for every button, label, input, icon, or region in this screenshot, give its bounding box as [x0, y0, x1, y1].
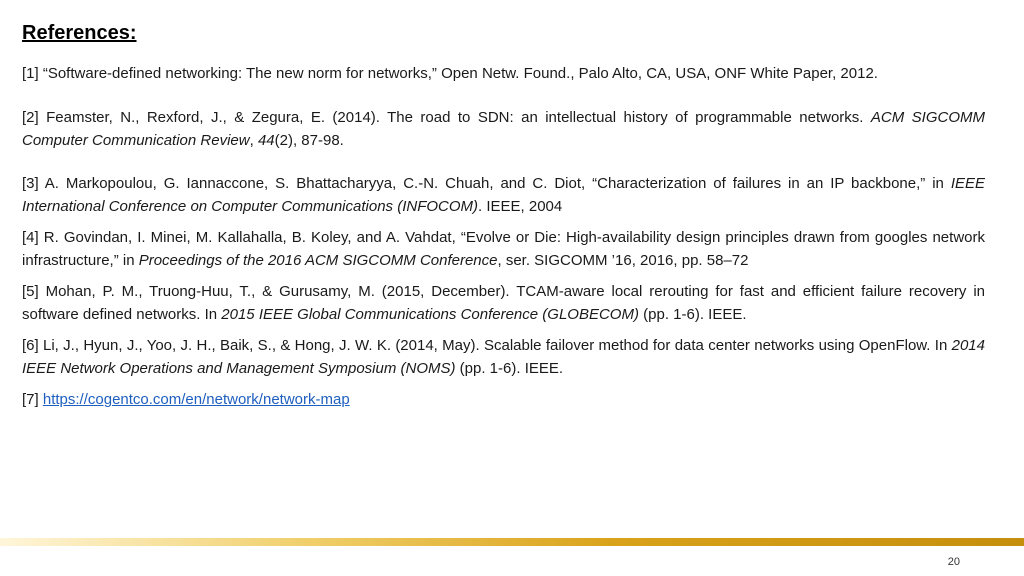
- slide-title: References:: [22, 22, 137, 44]
- reference-item-4: [22, 226, 985, 272]
- reference-item-2: [22, 106, 985, 152]
- reference-5-venue: 2015 IEEE Global Communications Conference (GLOBECOM): [221, 306, 639, 323]
- reference-2-volume: 44: [257, 132, 275, 149]
- reference-item-1: [22, 62, 985, 85]
- page-number: 20: [947, 556, 960, 568]
- reference-6-venue: 2014 IEEE Network Operations and Management Symposium (NOMS): [22, 337, 985, 377]
- reference-6-post: (pp. 1-6). IEEE.: [455, 360, 564, 377]
- reference-5-text: [5] Mohan, P. M., Truong-Huu, T., & Gurusamy, M. (2015, December). TCAM-aware local rerouting for fast and efficient failure recovery in software defined networks. In: [22, 283, 985, 323]
- reference-3-venue: IEEE International Conference on Computer Communications (INFOCOM): [22, 175, 985, 215]
- footer-accent-bar: [0, 538, 1024, 546]
- reference-2-sep: ,: [249, 132, 258, 149]
- reference-7-link[interactable]: https://cogentco.com/en/network/network-map: [42, 391, 350, 408]
- reference-6-text: [6] Li, J., Hyun, J., Yoo, J. H., Baik, S., & Hong, J. W. K. (2014, May). Scalable failover method for data center networks using OpenFlow. In: [22, 337, 952, 354]
- reference-3-text: [3] A. Markopoulou, G. Iannaccone, S. Bhattacharyya, C.-N. Chuah, and C. Diot, “Characterization of failures in an IP backbone,” in: [22, 175, 951, 192]
- reference-item-7: [22, 388, 985, 411]
- reference-2-pages: (2), 87-98.: [274, 132, 344, 149]
- reference-7-label: [7]: [22, 391, 43, 408]
- reference-list: [22, 62, 985, 411]
- reference-4-post: , ser. SIGCOMM ’16, 2016, pp. 58–72: [497, 252, 749, 269]
- reference-5-post: (pp. 1-6). IEEE.: [638, 306, 747, 323]
- reference-item-3: [22, 172, 985, 218]
- reference-4-venue: Proceedings of the 2016 ACM SIGCOMM Conference: [138, 252, 498, 269]
- reference-4-text: [4] R. Govindan, I. Minei, M. Kallahalla, B. Koley, and A. Vahdat, “Evolve or Die: High-availability design principles drawn from googles network infrastructure,” in: [22, 229, 985, 269]
- reference-1-text: [1] “Software-defined networking: The new norm for networks,” Open Netw. Found., Palo Alto, CA, USA, ONF White Paper, 2012.: [22, 65, 878, 82]
- reference-item-5: [22, 280, 985, 326]
- reference-2-text: [2] Feamster, N., Rexford, J., & Zegura, E. (2014). The road to SDN: an intellectual history of programmable networks.: [22, 109, 871, 126]
- reference-3-post: . IEEE, 2004: [478, 198, 563, 215]
- reference-item-6: [22, 334, 985, 380]
- reference-2-journal: ACM SIGCOMM Computer Communication Review: [22, 109, 985, 149]
